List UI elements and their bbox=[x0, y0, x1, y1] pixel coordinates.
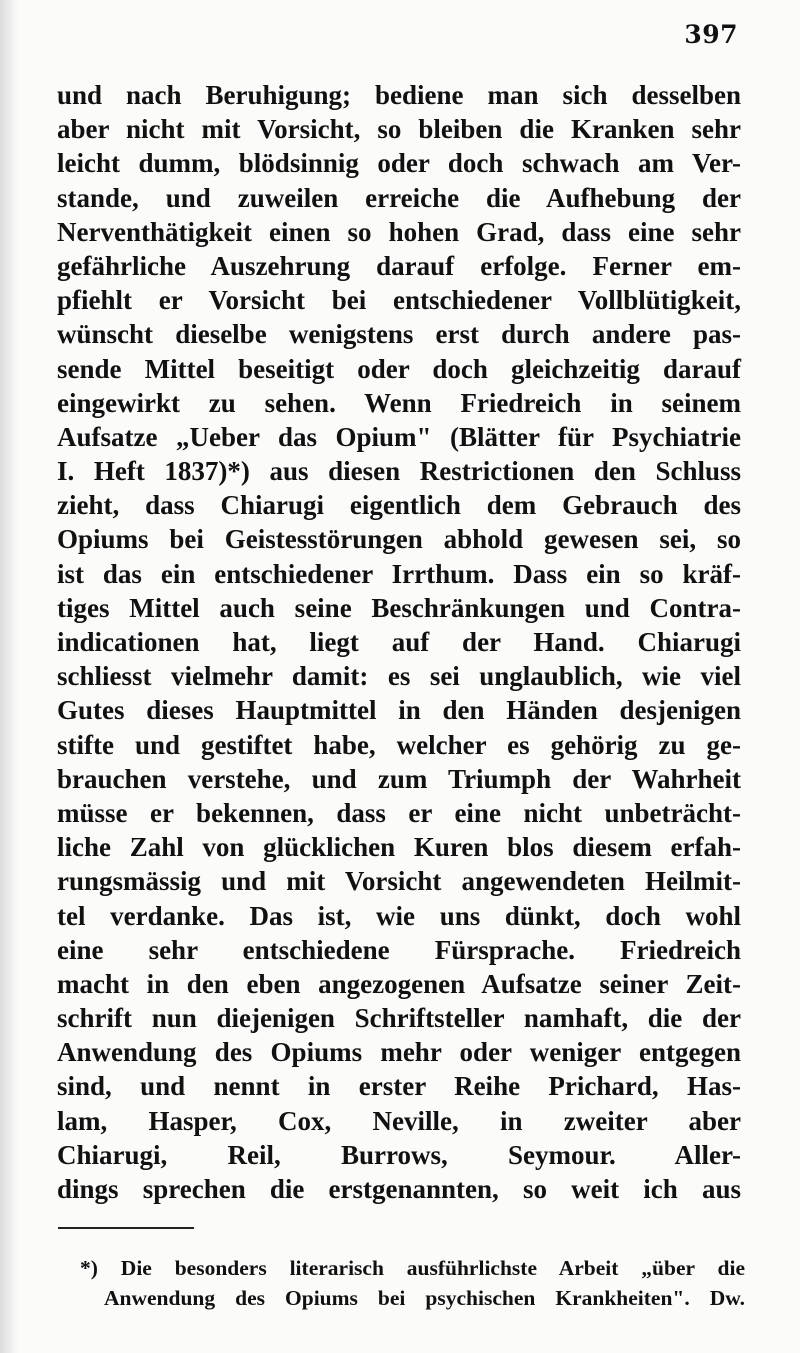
footnote-line: *) Die besonders literarisch ausführlichste Arbeit „über die bbox=[80, 1256, 745, 1280]
text-line: lam, Hasper, Cox, Neville, in zweiter aber bbox=[57, 1105, 741, 1136]
text-line: ist das ein entschiedener Irrthum. Dass ein so kräf- bbox=[57, 558, 741, 589]
text-line: stande, und zuweilen erreiche die Aufhebung der bbox=[57, 182, 741, 213]
text-line: müsse er bekennen, dass er eine nicht unbeträcht- bbox=[57, 797, 741, 828]
text-line: liche Zahl von glücklichen Kuren blos diesem erfah- bbox=[57, 832, 741, 863]
text-line: sind, und nennt in erster Reihe Prichard, Has- bbox=[57, 1071, 741, 1102]
text-line: wünscht dieselbe wenigstens erst durch andere pas- bbox=[57, 319, 741, 350]
text-line: schliesst vielmehr damit: es sei unglaublich, wie viel bbox=[57, 661, 741, 692]
footnote bbox=[80, 1253, 745, 1313]
text-line: rungsmässig und mit Vorsicht angewendeten Heilmit- bbox=[57, 866, 741, 897]
gutter-shadow bbox=[0, 0, 18, 1353]
text-line: macht in den eben angezogenen Aufsatze seiner Zeit- bbox=[57, 968, 741, 999]
text-line: tiges Mittel auch seine Beschränkungen und Contra- bbox=[57, 592, 741, 623]
body-text bbox=[57, 78, 741, 1206]
text-line: Chiarugi, Reil, Burrows, Seymour. Aller- bbox=[57, 1139, 741, 1170]
text-line: Anwendung des Opiums mehr oder weniger entgegen bbox=[57, 1037, 741, 1068]
text-line: Nerventhätigkeit einen so hohen Grad, dass eine sehr bbox=[57, 216, 741, 247]
footnote-divider bbox=[58, 1227, 194, 1229]
text-line: und nach Beruhigung; bediene man sich desselben bbox=[57, 80, 741, 110]
text-line: eine sehr entschiedene Fürsprache. Friedreich bbox=[57, 934, 741, 965]
text-line: zieht, dass Chiarugi eigentlich dem Gebrauch des bbox=[57, 490, 741, 521]
text-line: stifte und gestiftet habe, welcher es gehörig zu ge- bbox=[57, 729, 741, 760]
footnote-line: Anwendung des Opiums bei psychischen Krankheiten". Dw. bbox=[104, 1286, 745, 1310]
text-line: gefährliche Auszehrung darauf erfolge. Ferner em- bbox=[57, 250, 741, 281]
text-line: Opiums bei Geistesstörungen abhold gewesen sei, so bbox=[57, 524, 741, 555]
text-line: pfiehlt er Vorsicht bei entschiedener Vollblütigkeit, bbox=[57, 285, 741, 316]
text-line: aber nicht mit Vorsicht, so bleiben die Kranken sehr bbox=[57, 114, 741, 145]
text-line: Aufsatze „Ueber das Opium" (Blätter für Psychiatrie bbox=[57, 421, 741, 452]
text-line: brauchen verstehe, und zum Triumph der Wahrheit bbox=[57, 763, 741, 794]
text-line: schrift nun diejenigen Schriftsteller namhaft, die der bbox=[57, 1003, 741, 1034]
text-line: tel verdanke. Das ist, wie uns dünkt, doch wohl bbox=[57, 900, 741, 931]
text-line: leicht dumm, blödsinnig oder doch schwach am Ver- bbox=[57, 148, 741, 179]
text-line: Gutes dieses Hauptmittel in den Händen desjenigen bbox=[57, 695, 741, 726]
text-line: I. Heft 1837)*) aus diesen Restrictionen den Schluss bbox=[57, 456, 741, 487]
page-number: 397 bbox=[684, 20, 738, 49]
text-line: dings sprechen die erstgenannten, so weit ich aus bbox=[57, 1174, 741, 1204]
text-line: sende Mittel beseitigt oder doch gleichzeitig darauf bbox=[57, 353, 741, 384]
text-line: eingewirkt zu sehen. Wenn Friedreich in seinem bbox=[57, 387, 741, 418]
text-line: indicationen hat, liegt auf der Hand. Chiarugi bbox=[57, 627, 741, 657]
